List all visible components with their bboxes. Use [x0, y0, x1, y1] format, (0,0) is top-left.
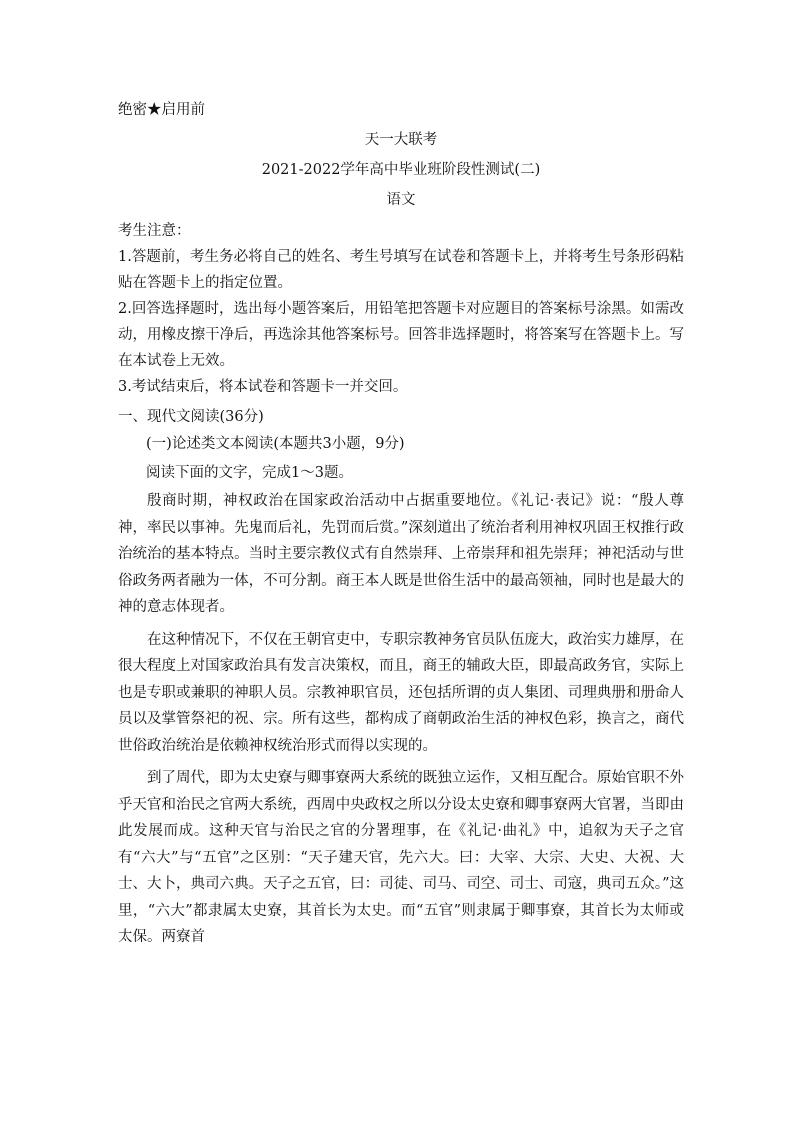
- passage-paragraph-3: 到了周代，即为太史寮与卿事寮两大系统的既独立运作，又相互配合。原始官职不外乎天官和治民之官两大系统，西周中央政权之所以分设太史寮和卿事寮两大官署，当即由此发展而成。这种天官与治民之官的分署理事，在《礼记·曲礼》中，追叙为天子之官有“六大”与“五官”之区别：“天子建天官，先六大。曰：大宰、大宗、大史、大祝、大士、大卜，典司六典。天子之五官，曰：司徒、司马、司空、司士、司寇，典司五众。”这里，“六大”都隶属太史寮，其首长为太史。而“五官”则隶属于卿事寮，其首长为太师或太保。两寮首: [118, 770, 684, 945]
- passage-paragraph-1: 殷商时期，神权政治在国家政治活动中占据重要地位。《礼记·表记》说：“殷人尊神，率民以事神。先鬼而后礼，先罚而后赏。”深刻道出了统治者利用神权巩固王权推行政治统治的基本特点。当时主要宗教仪式有自然崇拜、上帝崇拜和祖先崇拜；神祀活动与世俗政务两者融为一体，不可分割。商王本人既是世俗生活中的最高领袖，同时也是最大的神的意志体现者。: [118, 493, 684, 615]
- notice-heading: 考生注意：: [118, 223, 191, 239]
- notice-item-2: 2.回答选择题时，选出每小题答案后，用铅笔把答题卡对应题目的答案标号涂黑。如需改动，用橡皮擦干净后，再选涂其他答案标号。回答非选择题时，将答案写在答题卡上。写在本试卷上无效。: [118, 301, 684, 369]
- notice-item-3: 3.考试结束后，将本试卷和答题卡一并交回。: [118, 379, 408, 395]
- title-block: [118, 128, 684, 212]
- passage-paragraph-2: 在这种情况下，不仅在王朝官吏中，专职宗教神务官员队伍庞大，政治实力雄厚，在很大程度上对国家政治具有发言决策权，而且，商王的辅政大臣，即最高政务官，实际上也是专职或兼职的神职人员。宗教神职官员，还包括所谓的贞人集团、司理典册和册命人员以及掌管祭祀的祝、宗。所有这些，都构成了商朝政治生活的神权色彩，换言之，商代世俗政治统治是依赖神权统治形式而得以实现的。: [118, 631, 684, 754]
- notice-item-1: 1.答题前，考生务必将自己的姓名、考生号填写在试卷和答题卡上，并将考生号条形码粘贴在答题卡上的指定位置。: [118, 249, 684, 291]
- subject-title: 语文: [386, 192, 416, 208]
- exam-page: [118, 98, 684, 957]
- confidential-label: 绝密★启用前: [118, 102, 205, 118]
- exam-name-title: 2021-2022学年高中毕业班阶段性测试(二): [261, 162, 541, 178]
- section-title: 一、现代文阅读(36分): [118, 409, 264, 425]
- subsection-title: (一)论述类文本阅读(本题共3小题，9分): [146, 436, 405, 452]
- reading-instruction: 阅读下面的文字，完成1～3题。: [146, 465, 353, 481]
- reading-passage: [118, 488, 684, 951]
- exam-org-title: 天一大联考: [364, 132, 438, 148]
- notice-block: [118, 218, 684, 400]
